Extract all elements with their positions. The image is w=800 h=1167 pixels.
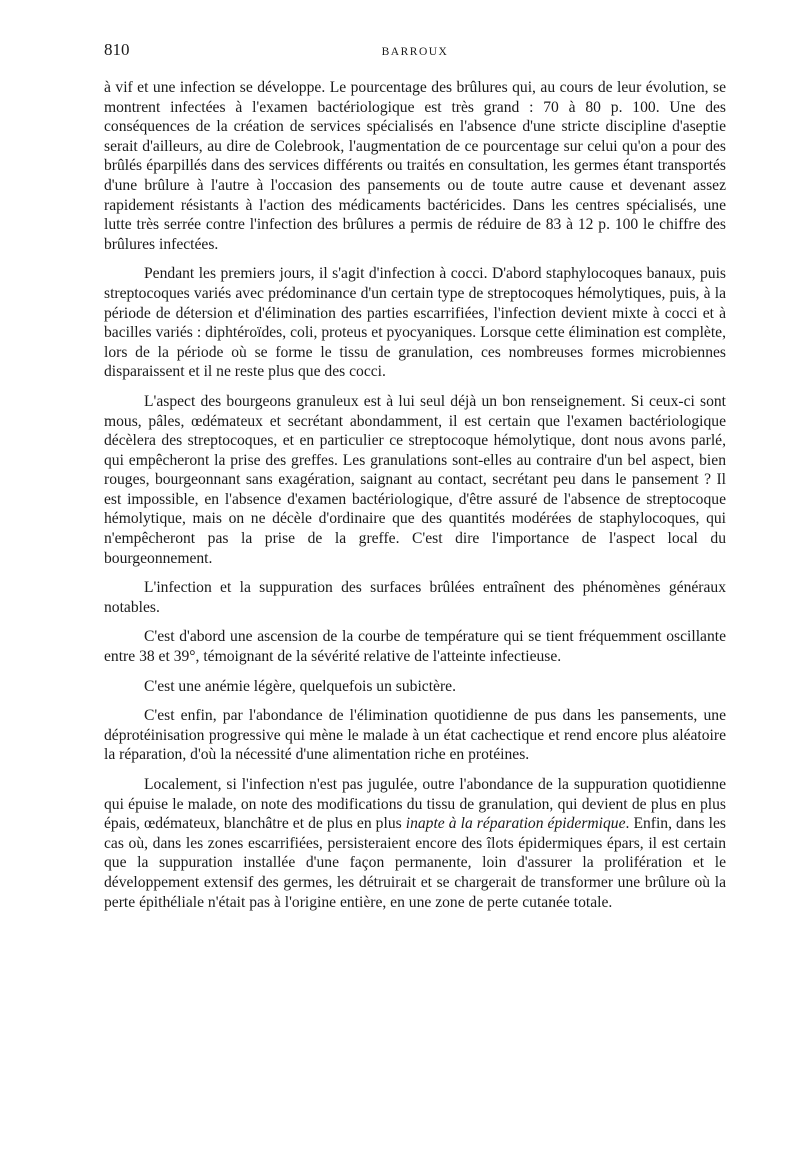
paragraph-localement <box>104 775 726 912</box>
page-header <box>104 40 726 64</box>
paragraph-localement-text-after: . Enfin, dans les cas où, dans les zones escarrifiées, persisteraient encore des îlots épidermiques épars, il est certain que la suppuration installée d'une façon permanente, loin d'assurer la prolifération et le développement extensif des germes, les détruirait et se chargerait de transformer une brûlure où la perte épithéliale n'était pas à l'origine entière, en une zone de perte cutanée totale. <box>104 815 726 911</box>
paragraph-localement-text-before: Localement, si l'infection n'est pas jugulée, outre l'abondance de la suppuration quotidienne qui épuise le malade, on note des modifications du tissu de granulation, qui devient de plus en plus épais, œdémateux, blanchâtre et de plus en plus <box>104 776 726 833</box>
paragraph-infection-cocci: Pendant les premiers jours, il s'agit d'infection à cocci. D'abord staphylocoques banaux, puis streptocoques variés avec prédominance d'un certain type de streptocoques hémolytiques, puis, à la période de détersion et d'élimination des parties escarrifiées, l'infection devient mixte à cocci et à bacilles variés : diphtéroïdes, coli, proteus et pyocyaniques. Lorsque cette élimination est complète, lors de la période où se forme le tissu de granulation, ces nombreuses formes microbiennes disparaissent et il ne reste plus que des cocci. <box>104 265 726 381</box>
paragraph-phenomenes: L'infection et la suppuration des surfaces brûlées entraînent des phénomènes généraux notables. <box>104 579 726 616</box>
document-page <box>104 40 726 922</box>
running-head: BARROUX <box>381 46 449 58</box>
paragraph-bourgeons: L'aspect des bourgeons granuleux est à lui seul déjà un bon renseignement. Si ceux-ci sont mous, pâles, œdémateux et secrétant abondamment, il est certain que l'examen bactériologique décèlera des streptocoques, et en particulier ce streptocoque hémolytique, dont nous avons parlé, qui empêcheront la prise des greffes. Les granulations sont-elles au contraire d'un bel aspect, bien rouges, bourgeonnant sans exagération, saignant au contact, secrétant peu dans le pansement ? Il est impossible, en l'absence d'examen bactériologique, d'être assuré de l'absence de streptocoque hémolytique, mais on ne décèle d'ordinaire que des quantités modérées de staphylocoques, qui n'empêcheront pas la prise de la greffe. C'est dire l'importance de l'aspect local du bourgeonnement. <box>104 392 726 567</box>
paragraph-continuation: à vif et une infection se développe. Le pourcentage des brûlures qui, au cours de leur évolution, se montrent infectées à l'examen bactériologique est très grand : 70 à 80 p. 100. Une des conséquences de la création de services spécialisés en l'absence d'une stricte discipline d'aseptie serait d'ailleurs, au dire de Colebrook, l'augmentation de ce pourcentage sur celui qu'on a pour des brûlés éparpillés dans des services différents ou traités en consultation, les germes étant transportés d'une brûlure à l'autre à l'occasion des pansements ou de toute autre cause et devenant assez rapidement résistants à l'action des médicaments bactéricides. Dans les centres spécialisés, une lutte très serrée contre l'infection des brûlures a permis de réduire de 83 à 12 p. 100 le chiffre des brûlures infectées. <box>104 79 726 253</box>
page-number: 810 <box>104 40 130 59</box>
paragraph-anemie: C'est une anémie légère, quelquefois un subictère. <box>144 677 456 695</box>
paragraph-temperature: C'est d'abord une ascension de la courbe de température qui se tient fréquemment oscillante entre 38 et 39°, témoignant de la sévérité relative de l'atteinte infectieuse. <box>104 628 726 666</box>
paragraph-localement-italic: inapte à la réparation épidermique <box>405 815 626 833</box>
paragraph-deproteinisation: C'est enfin, par l'abondance de l'élimination quotidienne de pus dans les pansements, une déprotéinisation progressive qui mène le malade à un état cachectique et rend encore plus aléatoire la réparation, d'où la nécessité d'une alimentation riche en protéines. <box>104 707 726 764</box>
